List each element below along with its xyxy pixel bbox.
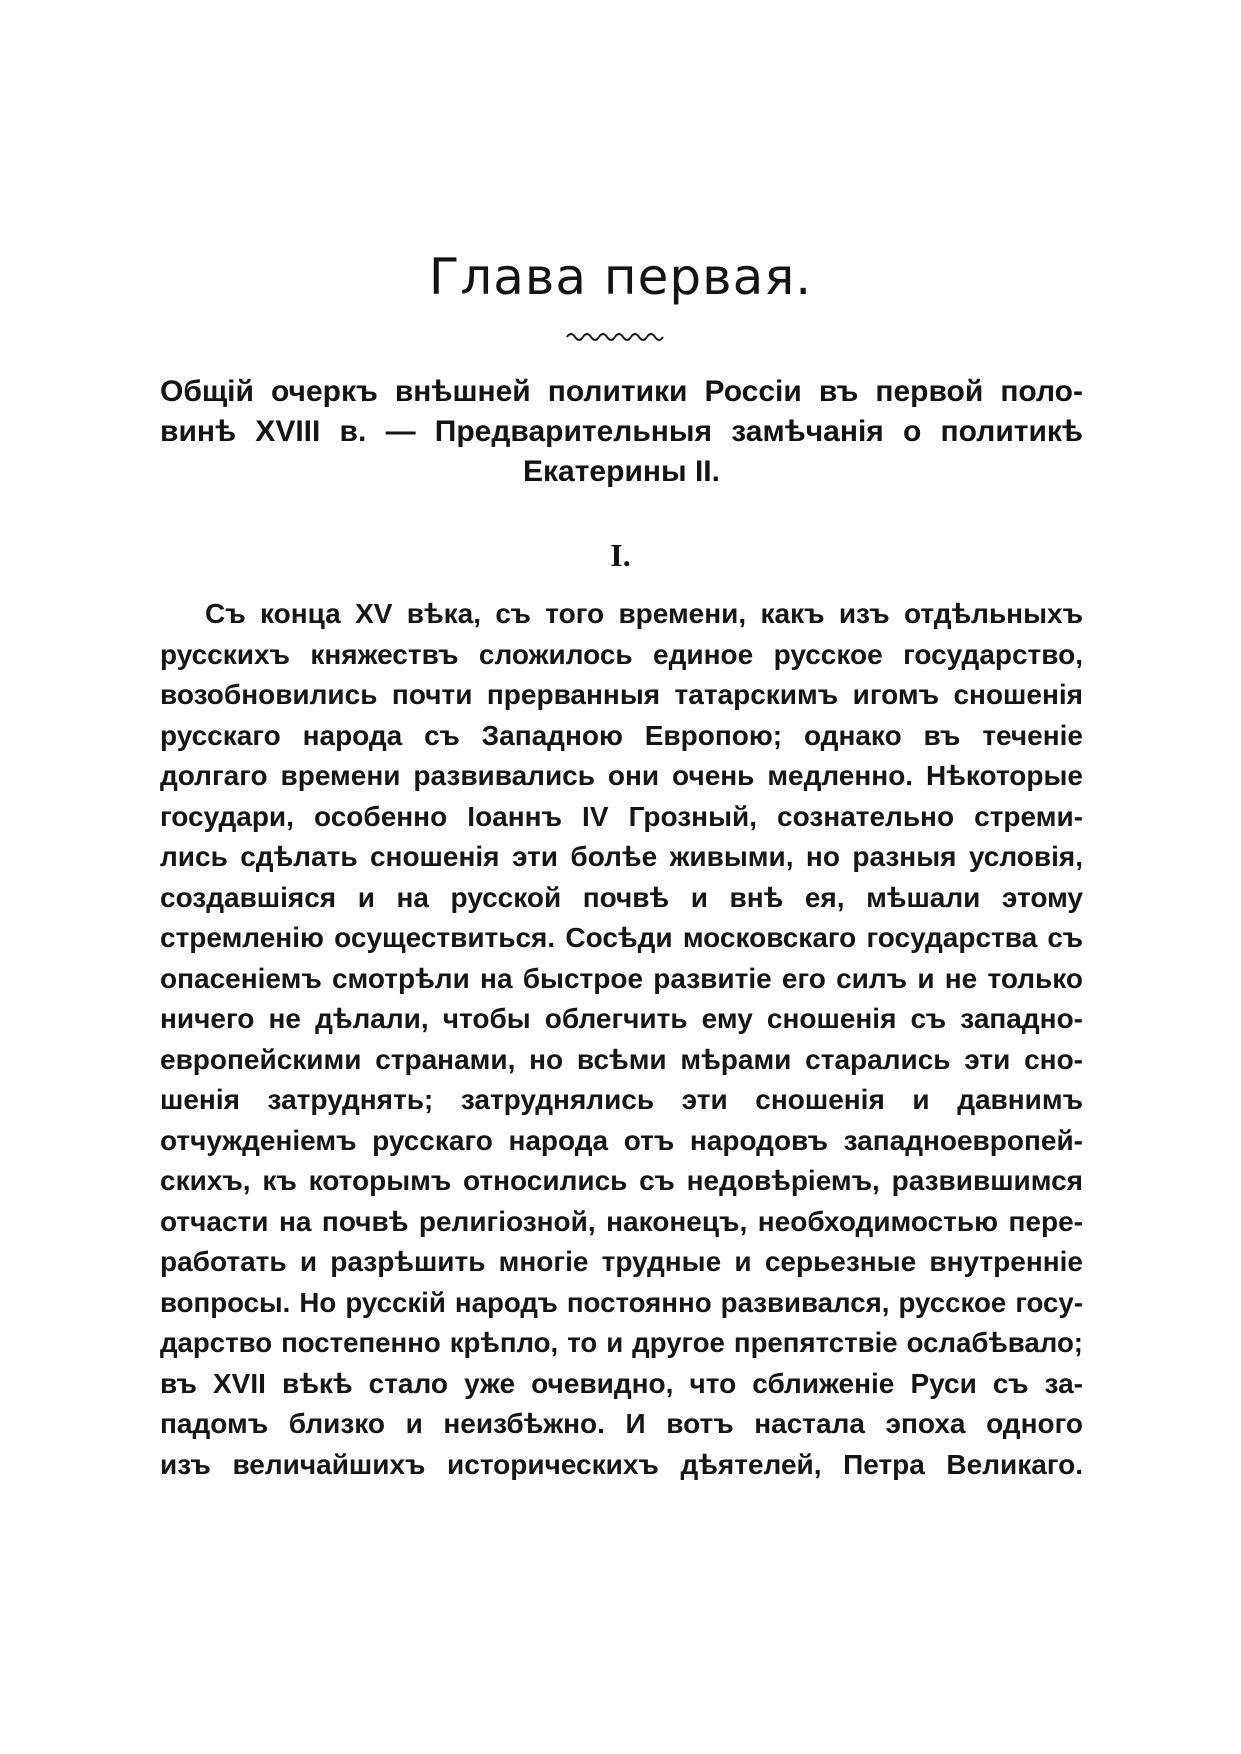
section-number: I. <box>610 537 631 573</box>
chapter-subtitle <box>160 372 1083 492</box>
subtitle-line: Общій очеркъ внѣшней политики Россіи въ первой поло- <box>160 375 1083 408</box>
text-line: русскихъ княжествъ сложилось единое русское государство, <box>160 638 1083 670</box>
text-line: въ XVII вѣкѣ стало уже очевидно, что сближеніе Руси съ за- <box>160 1367 1083 1399</box>
wavy-rule-ornament <box>565 330 665 344</box>
text-line: работать и разрѣшить многіе трудные и серьезные внутренніе <box>160 1246 1083 1277</box>
subtitle-line: Екатерины II. <box>523 455 720 488</box>
text-line: отчасти на почвѣ религіозной, наконецъ, необходимостью пере- <box>160 1205 1083 1237</box>
text-line: опасеніемъ смотрѣли на быстрое развитіе его силъ и не только <box>160 962 1083 994</box>
text-line: шенія затруднять; затруднялись эти сношенія и давнимъ <box>160 1084 1083 1115</box>
subtitle-line: винѣ XVIII в. — Предварительныя замѣчанія о политикѣ <box>160 415 1083 448</box>
chapter-title: Глава первая. <box>428 248 813 306</box>
text-line: ничего не дѣлали, чтобы облегчить ему сношенія съ западно- <box>160 1003 1083 1034</box>
text-line: лись сдѣлать сношенія эти болѣе живыми, но разныя условія, <box>160 841 1083 872</box>
text-line: дарство постепенно крѣпло, то и другое препятствіе ослабѣвало; <box>160 1327 1083 1358</box>
text-line: европейскими странами, но всѣми мѣрами старались эти сно- <box>160 1043 1083 1075</box>
text-line: долгаго времени развивались они очень медленно. Нѣкоторые <box>160 760 1083 791</box>
text-line: стремленію осуществиться. Сосѣди московскаго государства съ <box>160 922 1083 953</box>
body-paragraph <box>160 594 1083 1485</box>
text-line: русскаго народа съ Западною Европою; однако въ теченіе <box>160 719 1083 751</box>
text-line: изъ величайшихъ историческихъ дѣятелей, Петра Великаго. <box>160 1448 1083 1480</box>
text-line: падомъ близко и неизбѣжно. И вотъ настала эпоха одного <box>160 1408 1083 1439</box>
text-line: вопросы. Но русскій народъ постоянно развивался, русское госу- <box>160 1286 1083 1318</box>
text-line: скихъ, къ которымъ относились съ недовѣріемъ, развившимся <box>160 1165 1083 1196</box>
text-line: государи, особенно Іоаннъ IV Грозный, сознательно стреми- <box>160 800 1083 832</box>
text-line: создавшіяся и на русской почвѣ и внѣ ея, мѣшали этому <box>160 881 1083 913</box>
text-line: отчужденіемъ русскаго народа отъ народовъ западноевропей- <box>160 1124 1083 1156</box>
text-line: возобновились почти прерванныя татарскимъ игомъ сношенія <box>160 679 1083 710</box>
text-line: Съ конца XV вѣка, съ того времени, какъ изъ отдѣльныхъ <box>205 598 1083 629</box>
